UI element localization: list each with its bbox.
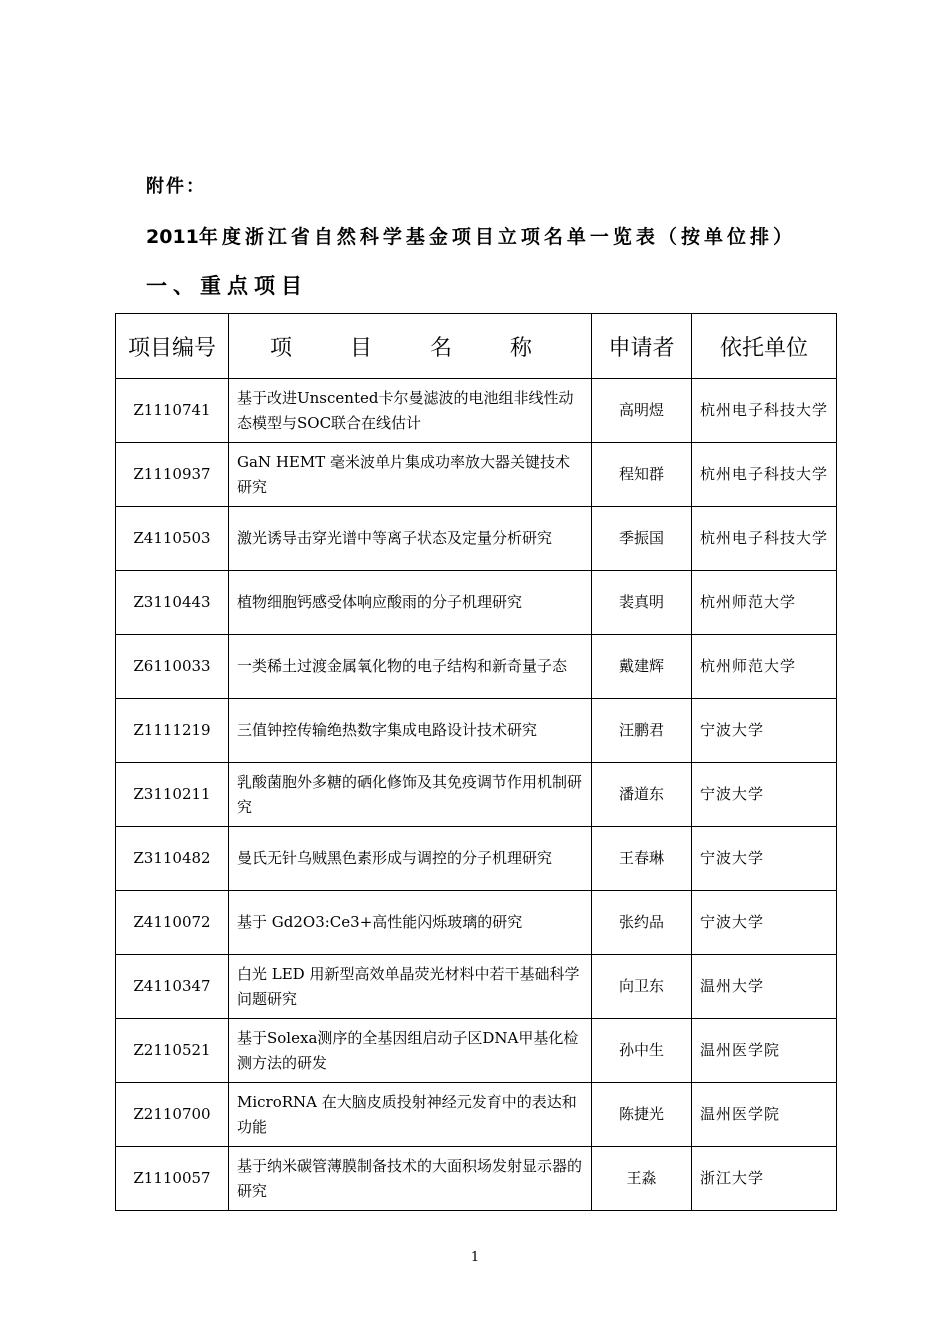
host-unit-cell: 温州医学院 <box>692 1019 837 1083</box>
applicant-cell: 向卫东 <box>592 955 692 1019</box>
project-id-cell: Z2110521 <box>116 1019 229 1083</box>
host-unit-cell: 宁波大学 <box>692 827 837 891</box>
applicant-cell: 汪鹏君 <box>592 699 692 763</box>
project-name-cell: 激光诱导击穿光谱中等离子状态及定量分析研究 <box>229 507 592 571</box>
applicant-cell: 程知群 <box>592 443 692 507</box>
column-header-id: 项目编号 <box>116 314 229 379</box>
project-id-cell: Z3110211 <box>116 763 229 827</box>
table-row <box>116 763 837 827</box>
host-unit-cell: 杭州电子科技大学 <box>692 379 837 443</box>
table-row <box>116 891 837 955</box>
host-unit-cell: 温州大学 <box>692 955 837 1019</box>
host-unit-cell: 浙江大学 <box>692 1147 837 1211</box>
project-id-cell: Z3110482 <box>116 827 229 891</box>
table-row <box>116 507 837 571</box>
project-name-cell: 一类稀土过渡金属氧化物的电子结构和新奇量子态 <box>229 635 592 699</box>
attachment-label: 附件： <box>146 176 206 197</box>
title-year: 2011 <box>146 226 199 248</box>
project-name-cell: 乳酸菌胞外多糖的硒化修饰及其免疫调节作用机制研究 <box>229 763 592 827</box>
page-number: 1 <box>470 1250 480 1265</box>
applicant-cell: 王淼 <box>592 1147 692 1211</box>
project-name-cell: 基于改进Unscented卡尔曼滤波的电池组非线性动态模型与SOC联合在线估计 <box>229 379 592 443</box>
column-header-name: 项 目 名 称 <box>229 314 592 379</box>
host-unit-cell: 杭州师范大学 <box>692 571 837 635</box>
project-id-cell: Z4110347 <box>116 955 229 1019</box>
applicant-cell: 戴建辉 <box>592 635 692 699</box>
host-unit-cell: 杭州师范大学 <box>692 635 837 699</box>
applicant-cell: 潘道东 <box>592 763 692 827</box>
project-name-cell: 植物细胞钙感受体响应酸雨的分子机理研究 <box>229 571 592 635</box>
project-name-cell: 基于 Gd2O3:Ce3+高性能闪烁玻璃的研究 <box>229 891 592 955</box>
project-id-cell: Z1110937 <box>116 443 229 507</box>
project-name-cell: 曼氏无针乌贼黑色素形成与调控的分子机理研究 <box>229 827 592 891</box>
table-row <box>116 571 837 635</box>
applicant-cell: 陈捷光 <box>592 1083 692 1147</box>
applicant-cell: 孙中生 <box>592 1019 692 1083</box>
project-name-cell: 基于Solexa测序的全基因组启动子区DNA甲基化检测方法的研发 <box>229 1019 592 1083</box>
projects-table <box>115 313 837 1211</box>
applicant-cell: 王春琳 <box>592 827 692 891</box>
table-row <box>116 1147 837 1211</box>
project-name-cell: 基于纳米碳管薄膜制备技术的大面积场发射显示器的研究 <box>229 1147 592 1211</box>
project-name-cell: MicroRNA 在大脑皮质投射神经元发育中的表达和功能 <box>229 1083 592 1147</box>
host-unit-cell: 杭州电子科技大学 <box>692 507 837 571</box>
project-id-cell: Z2110700 <box>116 1083 229 1147</box>
project-id-cell: Z4110503 <box>116 507 229 571</box>
project-id-cell: Z6110033 <box>116 635 229 699</box>
applicant-cell: 张约品 <box>592 891 692 955</box>
host-unit-cell: 宁波大学 <box>692 763 837 827</box>
project-id-cell: Z1110057 <box>116 1147 229 1211</box>
table-header-row <box>116 314 837 379</box>
table-row <box>116 955 837 1019</box>
table-row <box>116 443 837 507</box>
applicant-cell: 高明煜 <box>592 379 692 443</box>
document-title <box>146 222 659 249</box>
table-body <box>116 379 837 1211</box>
host-unit-cell: 宁波大学 <box>692 699 837 763</box>
project-name-cell: 白光 LED 用新型高效单晶荧光材料中若干基础科学问题研究 <box>229 955 592 1019</box>
project-id-cell: Z1111219 <box>116 699 229 763</box>
project-id-cell: Z1110741 <box>116 379 229 443</box>
project-name-cell: GaN HEMT 毫米波单片集成功率放大器关键技术研究 <box>229 443 592 507</box>
table-row <box>116 827 837 891</box>
table-row <box>116 1019 837 1083</box>
host-unit-cell: 杭州电子科技大学 <box>692 443 837 507</box>
project-id-cell: Z4110072 <box>116 891 229 955</box>
applicant-cell: 裴真明 <box>592 571 692 635</box>
title-text: 年度浙江省自然科学基金项目立项名单一览表 <box>198 226 659 248</box>
project-name-cell: 三值钟控传输绝热数字集成电路设计技术研究 <box>229 699 592 763</box>
table-row <box>116 1083 837 1147</box>
applicant-cell: 季振国 <box>592 507 692 571</box>
column-header-unit: 依托单位 <box>692 314 837 379</box>
title-sort-note: （按单位排） <box>658 226 797 248</box>
section-heading: 一、重点项目 <box>146 274 308 298</box>
project-id-cell: Z3110443 <box>116 571 229 635</box>
column-header-applicant: 申请者 <box>592 314 692 379</box>
table-row <box>116 635 837 699</box>
host-unit-cell: 温州医学院 <box>692 1083 837 1147</box>
host-unit-cell: 宁波大学 <box>692 891 837 955</box>
table-row <box>116 699 837 763</box>
table-row <box>116 379 837 443</box>
